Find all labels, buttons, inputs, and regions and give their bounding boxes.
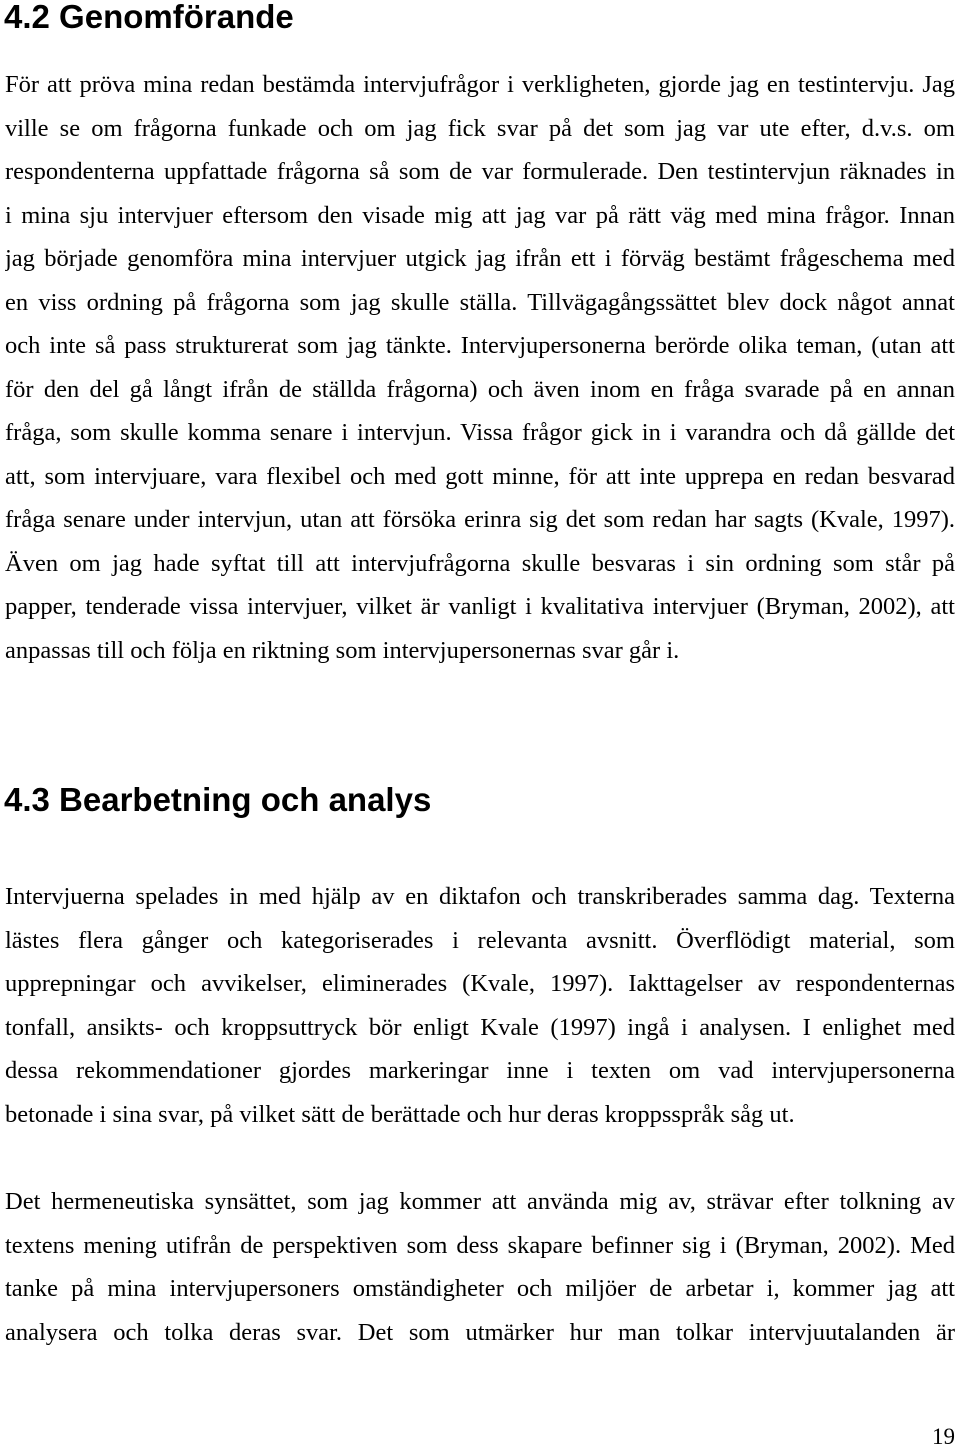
text-line: tanke på mina intervjupersoners omständigheter och miljöer de arbetar i, kommer jag att [5,1275,955,1303]
paragraph [5,875,955,1136]
paragraph [5,1180,955,1354]
text-line: jag började genomföra mina intervjuer utgick jag ifrån ett i förväg bestämt frågeschema med [5,245,955,273]
text-line: papper, tenderade vissa intervjuer, vilket är vanligt i kvalitativa intervjuer (Bryman, 2002), att [5,593,955,621]
text-line: Intervjuerna spelades in med hjälp av en diktafon och transkriberades samma dag. Texterna [5,883,955,911]
page-number: 19 [932,1424,955,1448]
text-line: Det hermeneutiska synsättet, som jag kommer att använda mig av, strävar efter tolkning av [5,1188,955,1216]
text-line: anpassas till och följa en riktning som intervjupersonernas svar går i. [5,636,680,664]
text-line: för den del gå långt ifrån de ställda frågorna) och även inom en fråga svarade på en annan [5,375,955,403]
text-line: lästes flera gånger och kategoriserades i relevanta avsnitt. Överflödigt material, som [5,926,955,954]
text-line: textens mening utifrån de perspektiven som dess skapare befinner sig i (Bryman, 2002). Med [5,1231,955,1259]
text-line: och inte så pass strukturerat som jag tänkte. Intervjupersonerna berörde olika teman, (utan att [5,332,955,360]
section-heading: 4.2 Genomförande [4,0,294,35]
text-line: analysera och tolka deras svar. Det som utmärker hur man tolkar intervjuutalanden är [5,1318,955,1346]
text-line: i mina sju intervjuer eftersom den visade mig att jag var på rätt väg med mina frågor. Innan [5,201,955,229]
text-line: ville se om frågorna funkade och om jag fick svar på det som jag var ute efter, d.v.s. om [5,114,955,142]
section-heading: 4.3 Bearbetning och analys [4,781,432,818]
text-line: respondenterna uppfattade frågorna så som de var formulerade. Den testintervjun räknades in [5,158,955,186]
text-line: en viss ordning på frågorna som jag skulle ställa. Tillvägagångssättet blev dock något annat [5,288,955,316]
text-line: dessa rekommendationer gjordes markeringar inne i texten om vad intervjupersonerna [5,1057,955,1085]
text-line: fråga senare under intervjun, utan att försöka erinra sig det som redan har sagts (Kvale, 1997). [5,506,955,534]
text-line: att, som intervjuare, vara flexibel och med gott minne, för att inte upprepa en redan besvarad [5,462,955,490]
text-line: tonfall, ansikts- och kroppsuttryck bör enligt Kvale (1997) ingå i analysen. I enlighet med [5,1013,955,1041]
text-line: Även om jag hade syftat till att intervjufrågorna skulle besvaras i sin ordning som står på [5,549,955,577]
text-line: upprepningar och avvikelser, eliminerades (Kvale, 1997). Iakttagelser av respondenternas [5,970,955,998]
text-line: För att pröva mina redan bestämda intervjufrågor i verkligheten, gjorde jag en testintervju. Jag [5,71,955,99]
paragraph [5,63,955,672]
text-line: betonade i sina svar, på vilket sätt de berättade och hur deras kroppsspråk såg ut. [5,1100,795,1128]
text-line: fråga, som skulle komma senare i intervjun. Vissa frågor gick in i varandra och då gällde det [5,419,955,447]
